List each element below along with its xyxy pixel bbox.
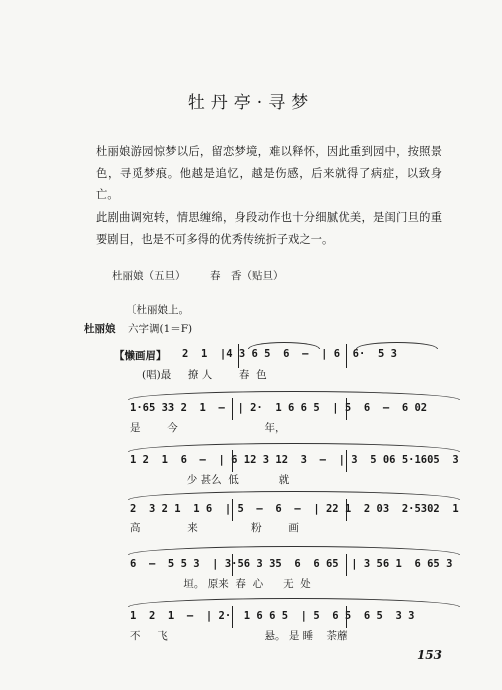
score-notes-3: 1 2 1 6 – | 6 12 3 12 3 – | 3 5 06 5·1605 3 xyxy=(130,454,459,466)
score-lyrics-6: 不 飞 悬。 是 睡 荼蘼 xyxy=(130,630,348,642)
aria-name: 【懒画眉】 xyxy=(114,350,167,362)
bar-line xyxy=(232,606,233,628)
score-notes-2: 1·65 33 2 1 – | 2· 1 6 6 5 | 5 6 – 6 02 xyxy=(130,402,428,414)
bar-line xyxy=(346,344,347,368)
score-lyrics-2: 是 今 年， xyxy=(130,422,286,434)
bar-line xyxy=(346,398,347,420)
slur-mark xyxy=(248,342,320,349)
bar-line xyxy=(232,450,233,472)
score-notes-5: 6 – 5 5 3 | 3·56 3 35 6 6 65 | 3 56 1 6 65 3 xyxy=(130,558,453,570)
bar-line xyxy=(346,450,347,472)
key-signature: 六字调(1＝F) xyxy=(128,323,193,335)
slur-mark xyxy=(128,443,460,452)
score-notes-6: 1 2 1 – | 2· 1 6 6 5 | 5 6 5 6 5 3 3 xyxy=(130,610,415,622)
page-title: 牡丹亭·寻梦 xyxy=(187,93,315,113)
bar-line xyxy=(346,554,347,576)
slur-mark xyxy=(356,342,438,349)
bar-line xyxy=(232,499,233,521)
slur-mark xyxy=(128,491,460,500)
score-lyrics-5: 垣。 原来 春 心 无 处 xyxy=(130,578,311,590)
stage-direction: 〔杜丽娘上。 xyxy=(126,304,189,316)
singer-name: 杜丽娘 xyxy=(84,323,116,335)
bar-line xyxy=(346,499,347,521)
commentary-paragraph: 此剧曲调宛转，情思缠绵，身段动作也十分细腻优美，是闺门旦的重要剧目，也是不可多得的优秀传统折子戏之一。 xyxy=(96,211,442,246)
bar-line xyxy=(238,344,239,368)
page-number: 153 xyxy=(416,648,442,662)
bar-line xyxy=(346,606,347,628)
score-notes-4: 2 3 2 1 1 6 | 5 – 6 – | 22 1 2 03 2·5302 1 xyxy=(130,503,459,515)
bar-line xyxy=(232,554,233,576)
score-lyrics-3: 少 甚么 低 就 xyxy=(130,474,290,486)
bar-line xyxy=(232,398,233,420)
intro-paragraph: 杜丽娘游园惊梦以后，留恋梦境，难以释怀，因此重到园中，按照景色，寻觅梦痕。他越是追忆，越是伤感，后来就得了病症，以致身亡。 xyxy=(96,145,442,201)
cast-role-2: 春 香（贴旦） xyxy=(210,270,284,282)
score-lyrics-4: 高 来 粉 画 xyxy=(130,522,299,534)
slur-mark xyxy=(128,546,460,555)
cast-role-1: 杜丽娘（五旦） xyxy=(112,270,186,282)
score-lyrics-1: (唱)最 撩 人 春 色 xyxy=(142,369,267,381)
slur-mark xyxy=(128,598,460,607)
score-notes-1: 2 1 |4 3 6 5 6 – | 6 6· 5 3 xyxy=(182,348,397,360)
slur-mark xyxy=(128,391,460,400)
